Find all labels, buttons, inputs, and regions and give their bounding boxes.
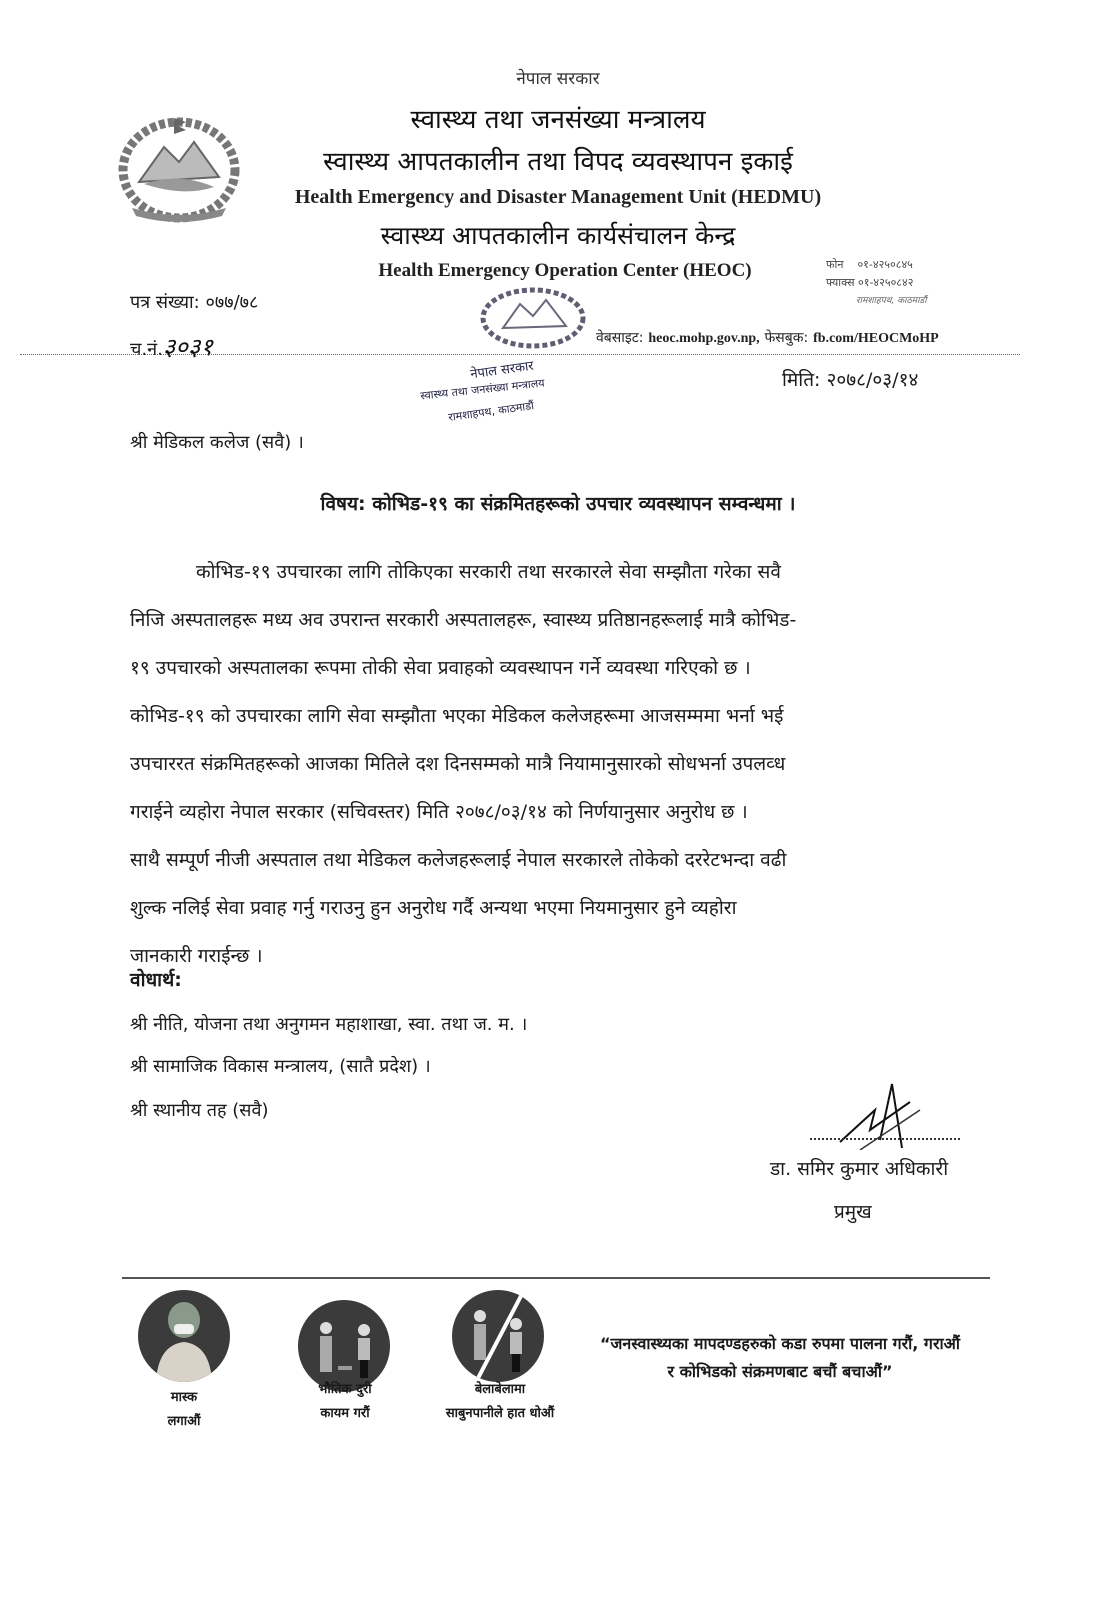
body-line: कोभिड-१९ उपचारका लागि तोकिएका सरकारी तथा सरकारले सेवा सम्झौता गरेका सवै xyxy=(196,561,781,583)
signatory-name: डा. समिर कुमार अधिकारी xyxy=(770,1158,949,1180)
date-value: २०७८/०३/१४ xyxy=(826,369,919,391)
fax-number: ०१-४२५०८४२ xyxy=(858,276,914,289)
body-line: १९ उपचारको अस्पतालका रूपमा तोकी सेवा प्रवाहको व्यवस्थापन गर्ने व्यवस्था गरिएको छ । xyxy=(130,657,751,679)
cc-item: श्री सामाजिक विकास मन्त्रालय, (सातै प्रदेश) । xyxy=(130,1056,431,1077)
footer-divider xyxy=(122,1277,990,1279)
website-label: वेबसाइट: xyxy=(596,330,644,346)
dispatch-value: ३०३१ xyxy=(162,333,213,361)
cc-title: वोधार्थ: xyxy=(130,969,182,991)
body-line: साथै सम्पूर्ण नीजी अस्पताल तथा मेडिकल कलेजहरूलाई नेपाल सरकारले तोकेको दररेटभन्दा वढी xyxy=(130,849,787,871)
body-line: निजि अस्पतालहरू मध्य अव उपरान्त सरकारी अस्पतालहरू, स्वास्थ्य प्रतिष्ठानहरूलाई मात्रै कोभिड- xyxy=(130,609,797,631)
fax-line xyxy=(826,274,927,292)
website-link[interactable]: heoc.mohp.gov.np, xyxy=(648,331,760,346)
unit-name-nepali: स्वास्थ्य आपतकालीन तथा विपद व्यवस्थापन इकाई xyxy=(323,147,793,177)
unit-name-english: Health Emergency and Disaster Management Unit (HEDMU) xyxy=(294,186,822,208)
fax-label: फ्याक्स xyxy=(826,276,855,289)
signatory-title: प्रमुख xyxy=(834,1201,872,1223)
ministry-name: स्वास्थ्य तथा जनसंख्या मन्त्रालय xyxy=(410,105,706,135)
facebook-label: फेसबुक: xyxy=(764,330,809,346)
body-line: शुल्क नलिई सेवा प्रवाह गर्नु गराउनु हुन अनुरोध गर्दै अन्यथा भएमा नियमानुसार हुने व्यहोरा xyxy=(130,897,737,919)
dispatch-number xyxy=(130,330,213,363)
hand-wash-icon xyxy=(452,1290,544,1382)
center-name-english: Health Emergency Operation Center (HEOC) xyxy=(378,260,752,281)
dispatch-label: च.नं. xyxy=(130,339,163,360)
date-label: मिति: xyxy=(782,369,821,391)
letter-body xyxy=(130,548,1002,980)
body-line: गराईने व्यहोरा नेपाल सरकार (सचिवस्तर) मिति २०७८/०३/१४ को निर्णयानुसार अनुरोध छ । xyxy=(130,801,748,823)
public-health-slogan: “जनस्वास्थ्यका मापदण्डहरुको कडा रुपमा पालना गरौं, गराऔं र कोभिडको संक्रमणबाट बचौं बचाऔं” xyxy=(600,1334,960,1381)
ref-value: ०७७/७८ xyxy=(205,292,259,313)
subject-line: विषय: कोभिड-१९ का संक्रमितहरूको उपचार व्यवस्थापन सम्वन्धमा । xyxy=(320,493,796,515)
phone-number: ०१-४२५०८४५ xyxy=(857,258,913,271)
ref-label: पत्र संख्या: xyxy=(130,292,200,313)
web-links xyxy=(596,328,939,347)
facebook-link[interactable]: fb.com/HEOCMoHP xyxy=(813,331,939,346)
stamp-line-3: रामशाहपथ, काठमाडौं xyxy=(447,399,535,424)
face-mask-icon xyxy=(138,1290,230,1382)
stamp-line-2: स्वास्थ्य तथा जनसंख्या मन्त्रालय xyxy=(419,376,546,403)
office-address: रामशाहपथ, काठमाडौं xyxy=(856,296,927,306)
letter-date xyxy=(782,366,918,392)
signature-line xyxy=(810,1138,960,1140)
official-stamp-icon xyxy=(478,286,588,350)
body-line: जानकारी गराईन्छ । xyxy=(130,945,263,967)
letter-reference xyxy=(130,290,258,314)
cc-item: श्री स्थानीय तह (सवै) xyxy=(130,1100,269,1121)
phone-label: फोन xyxy=(826,258,844,271)
tip-caption: मास्क लगाऔं xyxy=(167,1390,201,1429)
cc-item: श्री नीति, योजना तथा अनुगमन महाशाखा, स्वा. तथा ज. म. । xyxy=(130,1014,528,1035)
phone-line xyxy=(826,256,927,274)
tip-caption: बेलाबेलामा साबुनपानीले हात धोऔं xyxy=(445,1382,555,1421)
tip-caption: भौतिक दुरी कायम गरौं xyxy=(318,1382,372,1421)
center-name-nepali: स्वास्थ्य आपतकालीन कार्यसंचालन केन्द्र xyxy=(380,221,736,250)
body-line: कोभिड-१९ को उपचारका लागि सेवा सम्झौता भएका मेडिकल कलेजहरूमा आजसम्ममा भर्ना भई xyxy=(130,705,784,727)
header-divider xyxy=(20,354,1020,355)
government-name: नेपाल सरकार xyxy=(516,69,600,89)
contact-block xyxy=(826,256,927,310)
body-line: उपचाररत संक्रमितहरूको आजका मितिले दश दिनसम्मको मात्रै नियामानुसारको सोधभर्ना उपलव्ध xyxy=(130,753,786,775)
recipient: श्री मेडिकल कलेज (सवै) । xyxy=(130,432,304,453)
stamp-line-1: नेपाल सरकार xyxy=(469,358,535,383)
